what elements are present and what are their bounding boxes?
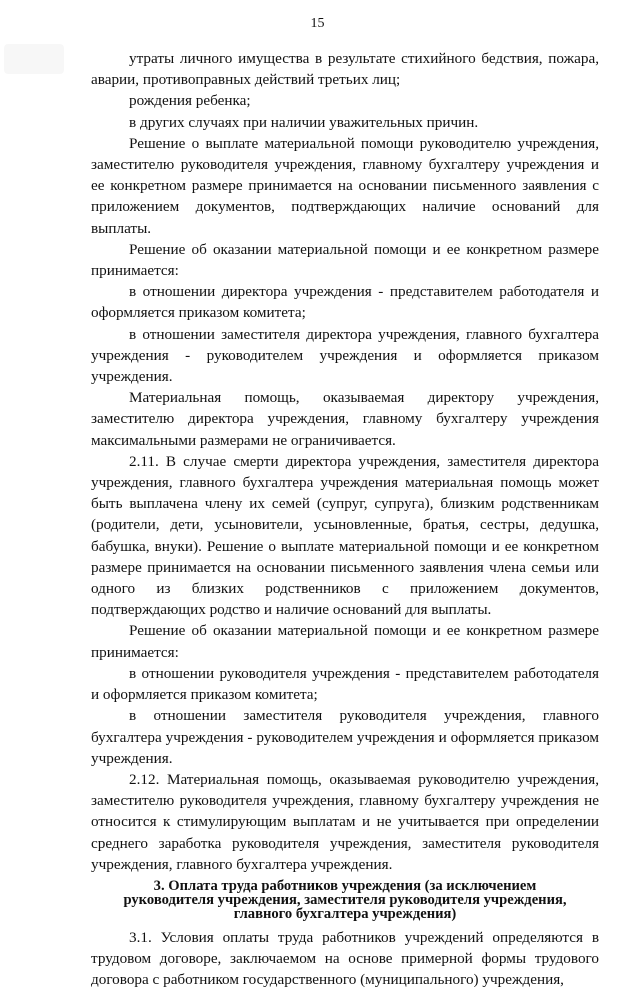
document-body <box>91 48 599 991</box>
page-number: 15 <box>310 16 325 31</box>
paragraph-deputy-head-order: в отношении заместителя руководителя учреждения, главного бухгалтера учреждения - руководителем учреждения и оформляется приказом учреждения. <box>91 707 599 767</box>
paragraph-no-limit: Материальная помощь, оказываемая директору учреждения, заместителю директора учреждения, главному бухгалтеру учреждения максимальными размерами не ограничивается. <box>91 389 599 449</box>
section-3-heading <box>91 879 599 921</box>
paragraph-deputy-order: в отношении заместителя директора учреждения, главного бухгалтера учреждения - руководителем учреждения и оформляется приказом учреждения. <box>91 325 599 386</box>
paragraph-decision-basis: Решение о выплате материальной помощи руководителю учреждения, заместителю руководителя учреждения, главному бухгалтеру учреждения и ее конкретном размере принимается на основании письменного заявления с приложением документов, подтверждающих наличие оснований для выплаты. <box>91 134 599 237</box>
paragraph-other-cases: в других случаях при наличии уважительных причин. <box>129 113 479 131</box>
paragraph-director-order: в отношении директора учреждения - представителем работодателя и оформляется приказом комитета; <box>91 283 599 322</box>
section-3-heading-line-2: руководителя учреждения, заместителя руководителя учреждения, <box>123 891 567 908</box>
paragraph-property-loss: утраты личного имущества в результате стихийного бедствия, пожара, аварии, противоправных действий третьих лиц; <box>91 50 599 89</box>
paragraph-head-order: в отношении руководителя учреждения - представителем работодателя и оформляется приказом комитета; <box>91 664 599 704</box>
paragraph-clause-2-12: 2.12. Материальная помощь, оказываемая руководителю учреждения, заместителю руководителя учреждения, главному бухгалтеру учреждения не относится к стимулирующим выплатам и не учитывается при определении среднего заработка руководителя учреждения, заместителя руководителя учреждения, главного бухгалтера учреждения. <box>91 770 599 873</box>
paragraph-child-birth: рождения ребенка; <box>129 92 251 110</box>
paragraph-decision-made: Решение об оказании материальной помощи и ее конкретном размере принимается: <box>91 240 599 280</box>
paragraph-decision-made-2: Решение об оказании материальной помощи и ее конкретном размере принимается: <box>91 622 599 661</box>
scan-smudge <box>4 44 64 74</box>
paragraph-clause-3-1: 3.1. Условия оплаты труда работников учреждений определяются в трудовом договоре, заключаемом на основе примерной формы трудового договора с работником государственного (муниципального) учреждения, <box>91 928 599 989</box>
section-3-heading-line-3: главного бухгалтера учреждения) <box>233 905 457 922</box>
paragraph-clause-2-11: 2.11. В случае смерти директора учреждения, заместителя директора учреждения, главного бухгалтера учреждения материальная помощь может быть выплачена члену их семей (супруг, супруга), близким родственникам (родители, дети, усыновители, усыновленные, братья, сестры, дедушка, бабушка, внуки). Решение о выплате материальной помощи и ее конкретном размере принимается на основании письменного заявления члена семьи или одного из близких родственников с приложением документов, подтверждающих родство и наличие оснований для выплаты. <box>91 452 599 619</box>
section-3-heading-line-1: 3. Оплата труда работников учреждения (за исключением <box>153 877 537 894</box>
